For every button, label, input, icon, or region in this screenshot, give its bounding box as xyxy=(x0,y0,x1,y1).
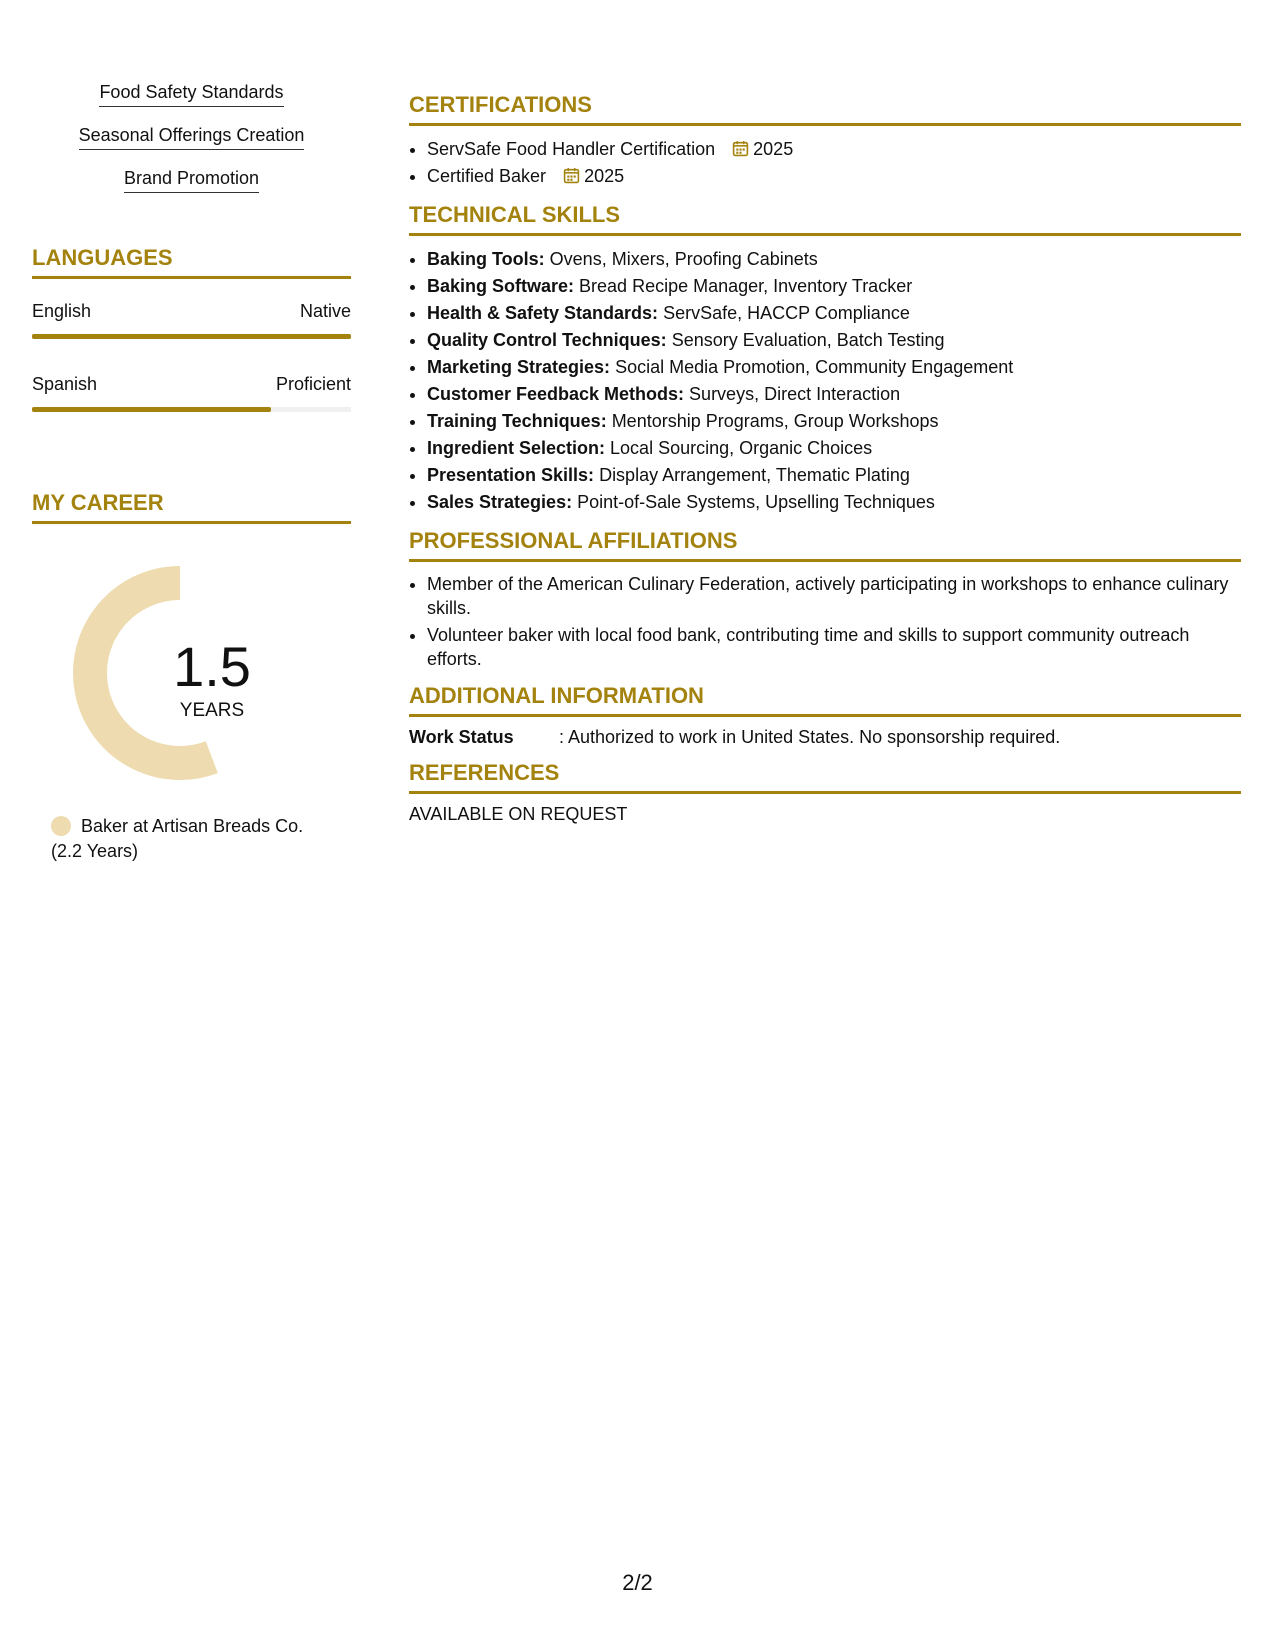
certification-name: Certified Baker xyxy=(427,166,547,186)
technical-skill-item xyxy=(427,246,1241,273)
career-legend-item xyxy=(51,814,351,864)
language-entry xyxy=(32,301,351,339)
career-heading: MY CAREER xyxy=(32,490,351,524)
skill-detail: Mentorship Programs, Group Workshops xyxy=(606,411,939,431)
skill-category: Presentation Skills: xyxy=(427,465,595,485)
references-value: AVAILABLE ON REQUEST xyxy=(409,804,628,824)
certification-year: 2025 xyxy=(753,139,794,159)
additional-info-section xyxy=(409,683,1241,748)
affiliations-list xyxy=(409,572,1241,671)
references-heading: REFERENCES xyxy=(409,760,1241,794)
language-level: Native xyxy=(299,301,351,321)
certification-item xyxy=(427,136,1241,163)
skill-pill: Brand Promotion xyxy=(124,168,259,193)
skill-detail: Point-of-Sale Systems, Upselling Techniques xyxy=(572,492,935,512)
skill-detail: Surveys, Direct Interaction xyxy=(684,384,901,404)
technical-skill-item xyxy=(427,435,1241,462)
calendar-icon xyxy=(563,167,580,184)
affiliations-heading: PROFESSIONAL AFFILIATIONS xyxy=(409,528,1241,562)
career-legend-dot xyxy=(51,816,71,836)
skill-detail: Display Arrangement, Thematic Plating xyxy=(594,465,910,485)
language-bar-fill xyxy=(32,334,351,339)
technical-skill-item xyxy=(427,489,1241,516)
technical-skill-item xyxy=(427,327,1241,354)
languages-heading: LANGUAGES xyxy=(32,245,351,279)
certification-name: ServSafe Food Handler Certification xyxy=(427,139,716,159)
certification-year: 2025 xyxy=(584,166,625,186)
work-status-row xyxy=(409,727,1241,748)
career-gauge xyxy=(32,562,351,802)
skill-pill: Seasonal Offerings Creation xyxy=(79,125,305,150)
certifications-heading: CERTIFICATIONS xyxy=(409,92,1241,126)
skills-list xyxy=(32,82,351,193)
skill-item xyxy=(32,168,351,193)
skill-detail: Ovens, Mixers, Proofing Cabinets xyxy=(544,249,818,269)
skill-detail: Local Sourcing, Organic Choices xyxy=(605,438,873,458)
career-duration: (2.2 Years) xyxy=(51,841,139,861)
page-number: 2/2 xyxy=(622,1570,653,1595)
calendar-icon xyxy=(732,140,749,157)
technical-skill-item xyxy=(427,300,1241,327)
career-unit: YEARS xyxy=(179,700,245,721)
career-role: Baker at Artisan Breads Co. xyxy=(81,816,304,836)
work-status-label: Work Status xyxy=(409,727,514,747)
certifications-section xyxy=(409,92,1241,190)
additional-info-heading: ADDITIONAL INFORMATION xyxy=(409,683,1241,717)
technical-skill-item xyxy=(427,462,1241,489)
skill-item xyxy=(32,125,351,150)
skill-item xyxy=(32,82,351,107)
work-status-value: : Authorized to work in United States. No sponsorship required. xyxy=(559,727,1061,747)
technical-skill-item xyxy=(427,354,1241,381)
skill-category: Baking Tools: xyxy=(427,249,545,269)
sidebar xyxy=(32,82,351,864)
affiliation-item: • Volunteer baker with local food bank, contributing time and skills to support community outreach efforts. xyxy=(427,623,1241,671)
certifications-list xyxy=(409,136,1241,190)
career-total: 1.5 xyxy=(173,635,251,698)
affiliation-item: • Member of the American Culinary Federation, actively participating in workshops to enhance culinary skills. xyxy=(427,572,1241,620)
skill-category: Health & Safety Standards: xyxy=(427,303,659,323)
language-bar-track xyxy=(32,334,351,339)
skill-category: Ingredient Selection: xyxy=(427,438,606,458)
technical-skill-item xyxy=(427,381,1241,408)
affiliations-section xyxy=(409,528,1241,671)
language-name: English xyxy=(32,301,92,321)
skill-pill: Food Safety Standards xyxy=(99,82,283,107)
technical-skill-item xyxy=(427,408,1241,435)
skill-category: Training Techniques: xyxy=(427,411,607,431)
technical-skill-item xyxy=(427,273,1241,300)
technical-skills-list xyxy=(409,246,1241,516)
skill-detail: Sensory Evaluation, Batch Testing xyxy=(666,330,945,350)
skill-category: Sales Strategies: xyxy=(427,492,573,512)
skill-detail: Social Media Promotion, Community Engagement xyxy=(610,357,1014,377)
technical-skills-section xyxy=(409,202,1241,516)
language-entry xyxy=(32,374,351,412)
skill-category: Marketing Strategies: xyxy=(427,357,611,377)
skill-detail: Bread Recipe Manager, Inventory Tracker xyxy=(574,276,913,296)
technical-skills-heading: TECHNICAL SKILLS xyxy=(409,202,1241,236)
skill-category: Quality Control Techniques: xyxy=(427,330,667,350)
language-name: Spanish xyxy=(32,374,98,394)
skill-category: Baking Software: xyxy=(427,276,575,296)
skill-category: Customer Feedback Methods: xyxy=(427,384,685,404)
skill-detail: ServSafe, HACCP Compliance xyxy=(658,303,910,323)
certification-item xyxy=(427,163,1241,190)
references-section xyxy=(409,760,1241,825)
main-content xyxy=(409,92,1241,837)
language-bar-track xyxy=(32,407,351,412)
language-bar-fill xyxy=(32,407,271,412)
language-level: Proficient xyxy=(275,374,351,394)
